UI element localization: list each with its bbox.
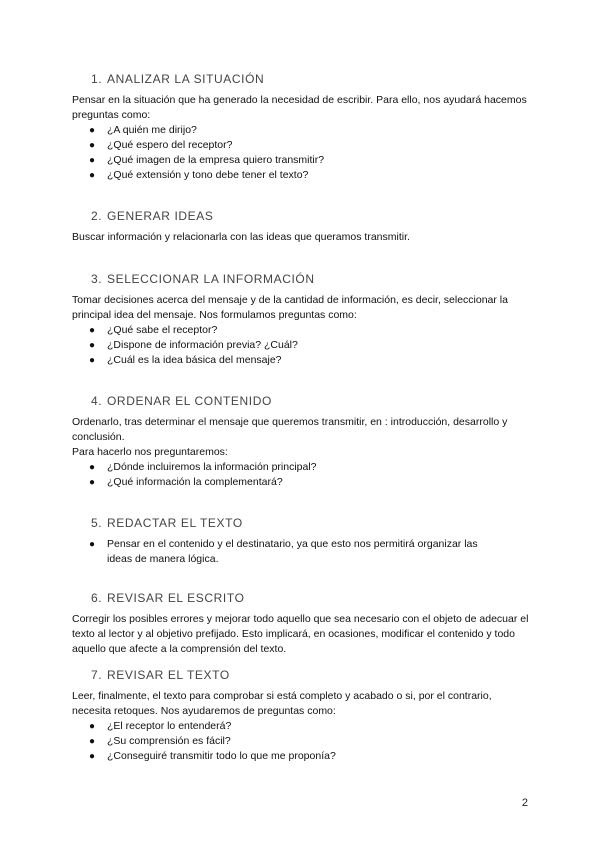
section-paragraph: Leer, finalmente, el texto para comprobar si está completo y acabado o si, por el contrario, necesita retoques. Nos ayudaremos de preguntas como: [72, 690, 492, 717]
section-number: 3. [91, 272, 103, 286]
section-heading [91, 71, 532, 87]
section-title: SELECCIONAR LA INFORMACIÓN [107, 272, 315, 286]
list-item-text: ¿Qué extensión y tono debe tener el texto? [107, 169, 309, 181]
section-paragraph: Pensar en la situación que ha generado la necesidad de escribir. Para ello, nos ayudará hacemos preguntas como: [72, 94, 527, 121]
list-item [89, 537, 532, 567]
section-heading [91, 515, 532, 531]
bullet-icon: ● [89, 721, 96, 732]
section-heading [91, 393, 532, 409]
bullet-icon: ● [89, 736, 96, 747]
list-item [89, 323, 532, 338]
list-item-text: ¿Su comprensión es fácil? [107, 735, 231, 747]
list-item [89, 734, 532, 749]
bullet-list [72, 537, 532, 567]
section-ordenar [72, 393, 532, 490]
list-item-text: ¿Cuál es la idea básica del mensaje? [107, 354, 282, 366]
section-number: 5. [91, 516, 103, 530]
section-paragraph: Para hacerlo nos preguntaremos: [72, 446, 228, 458]
list-item-text: ¿El receptor lo entenderá? [107, 720, 232, 732]
list-item [89, 460, 532, 475]
section-title: ANALIZAR LA SITUACIÓN [107, 72, 265, 86]
section-revisar-escrito [72, 590, 532, 657]
bullet-icon: ● [89, 325, 96, 336]
bullet-list [72, 323, 532, 368]
list-item-text: ¿Qué imagen de la empresa quiero transmitir? [107, 154, 325, 166]
list-item [89, 475, 532, 490]
list-item [89, 153, 532, 168]
list-item [89, 719, 532, 734]
list-item-text: Pensar en el contenido y el destinatario, ya que esto nos permitirá organizar las ideas de manera lógica. [107, 538, 478, 565]
bullet-icon: ● [89, 155, 96, 166]
section-number: 2. [91, 209, 103, 223]
list-item-text: ¿Qué información la complementará? [107, 476, 283, 488]
section-paragraph: Ordenarlo, tras determinar el mensaje que queremos transmitir, en : introducción, desarrollo y conclusión. [72, 416, 508, 443]
bullet-icon: ● [89, 170, 96, 181]
list-item [89, 749, 532, 764]
section-number: 7. [91, 668, 103, 682]
section-analizar [72, 71, 532, 183]
bullet-icon: ● [89, 340, 96, 351]
bullet-icon: ● [89, 751, 96, 762]
page-number: 2 [521, 797, 528, 809]
section-paragraph: Corregir los posibles errores y mejorar todo aquello que sea necesario con el objeto de adecuar el texto al lector y al objetivo prefijado. Esto implicará, en ocasiones, modificar el contenido y todo aquello que afecte a la comprensión del texto. [72, 613, 529, 655]
bullet-icon: ● [89, 140, 96, 151]
list-item-text: ¿Qué sabe el receptor? [107, 324, 218, 336]
bullet-icon: ● [89, 125, 96, 136]
bullet-icon: ● [89, 462, 96, 473]
section-title: REVISAR EL TEXTO [107, 668, 230, 682]
section-heading [91, 590, 532, 606]
section-heading [91, 667, 532, 683]
list-item-text: ¿A quién me dirijo? [107, 124, 197, 136]
bullet-list [72, 719, 532, 764]
list-item-text: ¿Dispone de información previa? ¿Cuál? [107, 339, 298, 351]
list-item-text: ¿Dónde incluiremos la información principal? [107, 461, 317, 473]
section-title: REDACTAR EL TEXTO [107, 516, 243, 530]
section-paragraph: Buscar información y relacionarla con las ideas que queramos transmitir. [72, 231, 410, 243]
section-paragraph: Tomar decisiones acerca del mensaje y de la cantidad de información, es decir, seleccionar la principal idea del mensaje. Nos formulamos preguntas como: [72, 294, 508, 321]
bullet-list [72, 460, 532, 490]
section-number: 1. [91, 72, 103, 86]
bullet-icon: ● [89, 355, 96, 366]
section-generar [72, 208, 532, 245]
list-item [89, 123, 532, 138]
list-item-text: ¿Qué espero del receptor? [107, 139, 233, 151]
list-item [89, 168, 532, 183]
section-heading [91, 208, 532, 224]
section-number: 4. [91, 394, 103, 408]
bullet-icon: ● [89, 539, 96, 550]
section-title: GENERAR IDEAS [107, 209, 214, 223]
section-title: ORDENAR EL CONTENIDO [107, 394, 272, 408]
section-title: REVISAR EL ESCRITO [107, 591, 245, 605]
section-heading [91, 271, 532, 287]
section-redactar [72, 515, 532, 567]
section-revisar-texto [72, 667, 532, 764]
bullet-list [72, 123, 532, 183]
bullet-icon: ● [89, 477, 96, 488]
list-item [89, 338, 532, 353]
list-item [89, 138, 532, 153]
section-number: 6. [91, 591, 103, 605]
section-seleccionar [72, 271, 532, 368]
list-item-text: ¿Conseguiré transmitir todo lo que me proponía? [107, 750, 336, 762]
list-item [89, 353, 532, 368]
